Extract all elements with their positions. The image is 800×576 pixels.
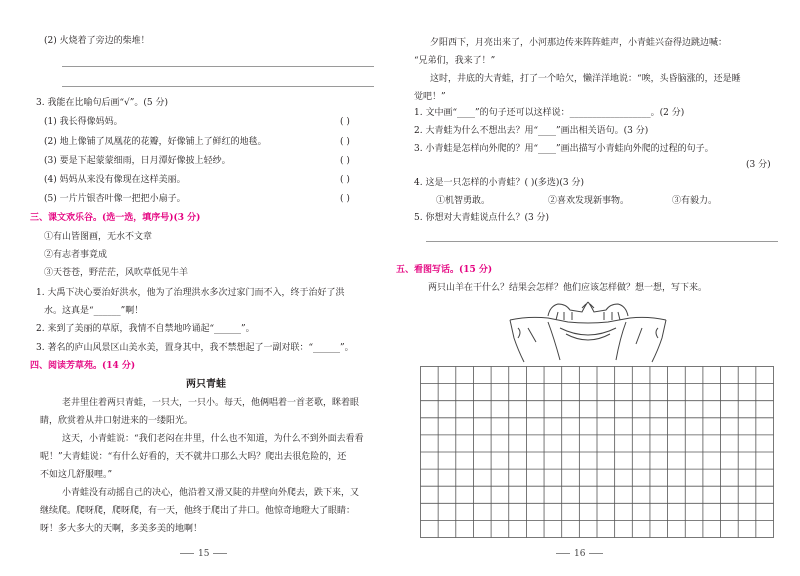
answer-paren[interactable]: ( ) xyxy=(340,175,350,185)
answer-line xyxy=(426,241,778,242)
sec3-q1-cont: 水。这真是“______”啊！ xyxy=(44,306,144,316)
writing-grid[interactable] xyxy=(420,366,774,538)
q3-title: 3. 我能在比喻句后画“√”。(5 分) xyxy=(36,98,168,108)
q3-item: (5) 一片片银杏叶像一把把小扇子。 xyxy=(44,194,186,204)
sec3-q3: 3. 著名的庐山风景区山美水美，置身其中，我不禁想起了一副对联：“______”。 xyxy=(36,343,354,353)
q3-item: (2) 地上像铺了凤凰花的花瓣，好像铺上了鲜红的地毯。 xyxy=(44,137,267,147)
q3-item: (1) 我长得像妈妈。 xyxy=(44,117,123,127)
story-line: 老井里住着两只青蛙，一只大，一只小。每天，他俩唱着一首老歌，眯着眼 xyxy=(62,398,360,408)
story-line: “兄弟们，我来了！” xyxy=(414,56,496,66)
section-5-prompt: 两只山羊在干什么？结果会怎样？他们应该怎样做？想一想，写下来。 xyxy=(428,283,708,293)
goats-bridge-illustration xyxy=(508,298,668,364)
question-3-score: (3 分) xyxy=(746,160,771,170)
sec3-q2: 2. 来到了美丽的草原，我情不自禁地吟诵起“______”。 xyxy=(36,324,255,334)
story-line: 这时，井底的大青蛙，打了一个哈欠，懒洋洋地说：“唉，头昏脑涨的，还是睡 xyxy=(430,74,741,84)
section-3-heading: 三、课文欢乐谷。(选一选，填序号)(3 分) xyxy=(30,213,201,223)
answer-line xyxy=(62,66,374,67)
answer-line xyxy=(62,86,374,87)
question-2: 2. 大青蛙为什么不想出去？用“____”画出相关语句。(3 分) xyxy=(414,126,649,136)
q3-item: (4) 妈妈从来没有像现在这样美丽。 xyxy=(44,175,186,185)
section-4-heading: 四、阅读芳草苑。(14 分) xyxy=(30,361,136,371)
question-1: 1. 文中画“____”的句子还可以这样说：__________________。(2 分) xyxy=(414,108,685,118)
sec3-option: ②有志者事竟成 xyxy=(44,250,108,260)
story-line: 小青蛙没有动摇自己的决心，他沿着又滑又陡的井壁向外爬去，跌下来，又 xyxy=(62,488,360,498)
q4-option: ①机智勇敢。 xyxy=(436,196,491,206)
answer-paren[interactable]: ( ) xyxy=(340,137,350,147)
story-line: 这天，小青蛙说：“我们老闷在井里，什么也不知道，为什么不到外面去看看 xyxy=(62,434,364,444)
story-line: 睛，欣赏着从井口射进来的一缕阳光。 xyxy=(40,416,194,426)
story-line: 觉吧！” xyxy=(414,92,446,102)
sec3-option: ③天苍苍，野茫茫，风吹草低见牛羊 xyxy=(44,268,189,278)
question-3: 3. 小青蛙是怎样向外爬的？用“____”画出描写小青蛙向外爬的过程的句子。 xyxy=(414,144,714,154)
q3-item: (3) 要是下起蒙蒙细雨，日月潭好像披上轻纱。 xyxy=(44,156,231,166)
page-number-text: 16 xyxy=(574,549,586,559)
sec3-q1: 1. 大禹下决心要治好洪水，他为了治理洪水多次过家门而不入，终于治好了洪 xyxy=(36,288,345,298)
section-5-heading: 五、看图写话。(15 分) xyxy=(396,265,493,275)
story-line: 夕阳西下，月亮出来了，小河那边传来阵阵蛙声，小青蛙兴奋得边跳边喊： xyxy=(430,38,728,48)
sec3-option: ①有山皆图画，无水不文章 xyxy=(44,232,153,242)
story-title: 两只青蛙 xyxy=(186,379,226,390)
right-page xyxy=(396,0,800,576)
story-line: 呢！”大青蛙说：“有什么好看的，天不就井口那么大吗？爬出去很危险的，还 xyxy=(40,452,347,462)
q4-option: ③有毅力。 xyxy=(672,196,718,206)
question-5: 5. 你想对大青蛙说点什么？(3 分) xyxy=(414,213,550,223)
question-4: 4. 这是一只怎样的小青蛙？( )(多选)(3 分) xyxy=(414,178,584,188)
q4-option: ②喜欢发现新事物。 xyxy=(548,196,630,206)
story-line: 呀！多大多大的天啊，多美多美的地啊！ xyxy=(40,524,203,534)
q2-item-2: (2) 火烧着了旁边的柴堆！ xyxy=(44,36,150,46)
page-number xyxy=(552,549,607,559)
page-number-text: 15 xyxy=(198,549,210,559)
answer-paren[interactable]: ( ) xyxy=(340,194,350,204)
story-line: 不如这几舒服哩。” xyxy=(40,470,113,480)
page-number xyxy=(176,549,231,559)
story-line: 继续爬。爬呀爬，爬呀爬，有一天，他终于爬出了井口。他惊奇地瞪大了眼睛： xyxy=(40,506,356,516)
answer-paren[interactable]: ( ) xyxy=(340,117,350,127)
answer-paren[interactable]: ( ) xyxy=(340,156,350,166)
